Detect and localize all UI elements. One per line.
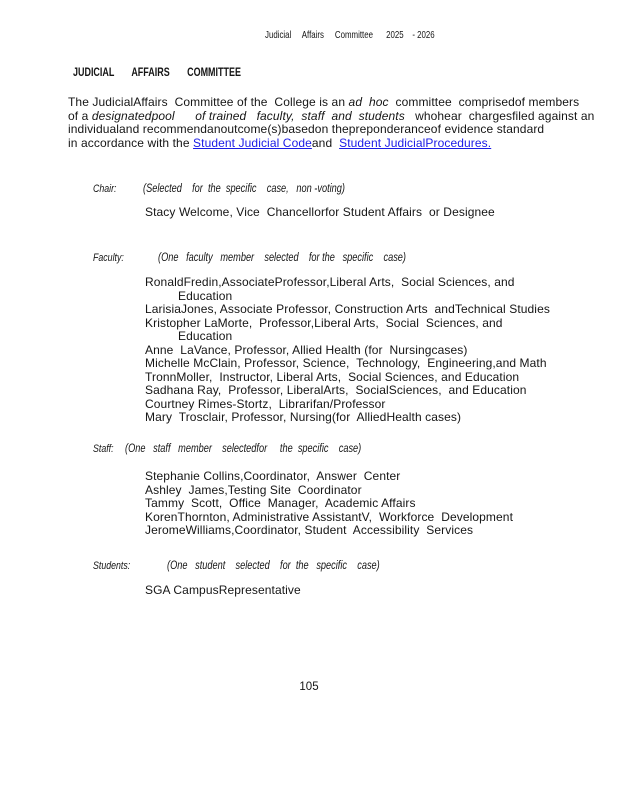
member-line: JeromeWilliams,Coordinator, Student Accessibility Services xyxy=(145,523,474,537)
member-line: SGA CampusRepresentative xyxy=(145,583,301,597)
staff-members xyxy=(145,470,513,538)
students-label: Students: xyxy=(93,560,131,572)
intro-text: individualand recommendanoutcome(s)basedon thepreponderanceof evidence standard xyxy=(68,122,545,137)
staff-note: (One staff member selectedfor the specific case) xyxy=(125,443,362,455)
chair-section-header xyxy=(0,183,618,198)
member-line: Courtney Rimes-Stortz, Librarifan/Professor xyxy=(145,396,386,411)
faculty-label: Faculty: xyxy=(93,252,124,264)
chair-members xyxy=(145,206,495,220)
chair-note: (Selected for the specific case, non -voting) xyxy=(143,183,345,195)
intro-line xyxy=(68,123,583,137)
page-title: JUDICIAL AFFAIRS COMMITTEE xyxy=(73,67,241,79)
intro-text: in accordance with the xyxy=(68,135,194,150)
intro-text: committee comprisedof members xyxy=(388,95,580,109)
students-note: (One student selected for the specific case) xyxy=(167,560,380,572)
students-members xyxy=(145,584,301,598)
student-judicial-procedures-link[interactable]: Student JudicialProcedures. xyxy=(339,135,492,150)
member-line: Sadhana Ray, Professor, LiberalArts, SocialSciences, and Education xyxy=(145,383,527,397)
member-line-wrap: Education xyxy=(178,329,233,343)
running-header: Judicial Affairs Committee 2025 - 2026 xyxy=(265,29,435,41)
intro-text: whohear chargesfiled against an xyxy=(404,108,595,123)
member-line: Michelle McClain, Professor, Science, Technology, Engineering,and Math xyxy=(145,356,547,370)
member-line: Tammy Scott, Office Manager, Academic Affairs xyxy=(145,496,416,510)
member-line: Ashley James,Testing Site Coordinator xyxy=(145,482,362,497)
chair-label: Chair: xyxy=(93,183,117,195)
intro-line xyxy=(68,137,583,151)
student-judicial-code-link[interactable]: Student Judicial Code xyxy=(193,135,312,150)
intro-italic-pool: designatedpool of trained faculty, staff and students xyxy=(91,108,405,123)
staff-label: Staff: xyxy=(93,443,114,455)
member-line: Kristopher LaMorte, Professor,Liberal Arts, Social Sciences, and xyxy=(145,315,503,330)
students-section-header xyxy=(0,560,618,575)
member-line: KorenThornton, Administrative AssistantV, Workforce Development xyxy=(145,509,514,524)
member-line: LarisiaJones, Associate Professor, Construction Arts andTechnical Studies xyxy=(145,302,550,316)
intro-text: of a xyxy=(68,108,92,123)
member-line: RonaldFredin,AssociateProfessor,Liberal Arts, Social Sciences, and xyxy=(145,275,515,289)
faculty-members xyxy=(145,276,550,425)
member-line: Stacy Welcome, Vice Chancellorfor Student Affairs or Designee xyxy=(145,205,495,219)
page-number: 105 xyxy=(299,681,319,693)
member-line-wrap: Education xyxy=(178,288,233,303)
member-line: Stephanie Collins,Coordinator, Answer Center xyxy=(145,469,401,483)
intro-line xyxy=(68,108,595,124)
faculty-note: (One faculty member selected for the specific case) xyxy=(158,252,406,264)
intro-line xyxy=(68,96,583,110)
intro-paragraph xyxy=(68,95,595,150)
intro-text: The JudicialAffairs Committee of the College is an xyxy=(68,95,349,109)
intro-italic-ad-hoc: ad hoc xyxy=(348,95,389,109)
intro-text: and xyxy=(311,135,340,150)
staff-section-header xyxy=(0,443,618,458)
faculty-section-header xyxy=(0,252,618,267)
member-line: Mary Trosclair, Professor, Nursing(for AlliedHealth cases) xyxy=(145,410,462,424)
member-line: TronnMoller, Instructor, Liberal Arts, Social Sciences, and Education xyxy=(145,369,520,384)
member-line: Anne LaVance, Professor, Allied Health (for Nursingcases) xyxy=(145,342,468,357)
